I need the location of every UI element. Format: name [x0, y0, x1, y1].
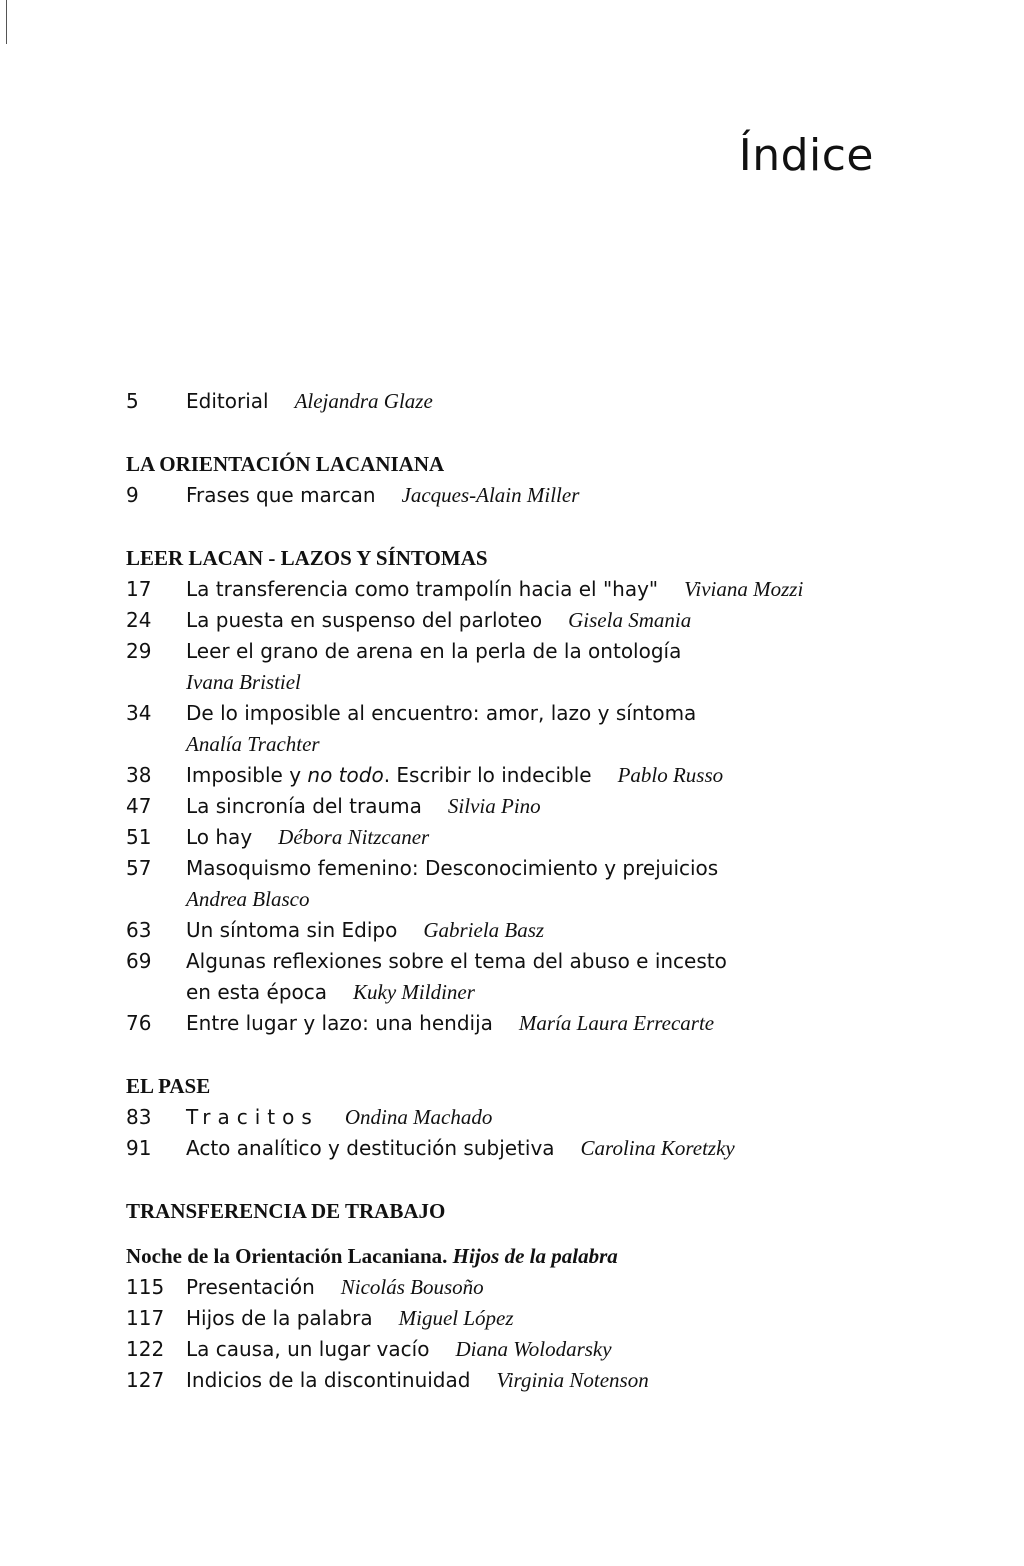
page-number: 69: [126, 949, 152, 973]
page-number: 63: [126, 918, 152, 942]
section-heading: LA ORIENTACIÓN LACANIANA: [126, 452, 445, 476]
page-number: 117: [126, 1306, 165, 1330]
toc-entry: [126, 853, 906, 884]
entry-author: Miguel López: [398, 1306, 514, 1330]
toc-entry: [126, 760, 906, 791]
page-number: 29: [126, 639, 152, 663]
toc-entry: [126, 1365, 906, 1396]
page-number: 115: [126, 1275, 165, 1299]
toc-entry-continuation: [126, 667, 906, 698]
page-number: 34: [126, 701, 152, 725]
entry-author: Ivana Bristiel: [186, 670, 301, 694]
toc-entry: [126, 1133, 906, 1164]
section-heading: TRANSFERENCIA DE TRABAJO: [126, 1199, 446, 1223]
entry-title: De lo imposible al encuentro: amor, lazo y síntoma: [186, 701, 697, 725]
toc-entry: [126, 1102, 906, 1133]
toc-entry: [126, 946, 906, 977]
entry-title: Frases que marcan: [186, 483, 376, 507]
toc-entry: [126, 480, 906, 511]
subheading-text: Noche de la Orientación Lacaniana.: [126, 1244, 453, 1268]
entry-title: La puesta en suspenso del parloteo: [186, 608, 543, 632]
entry-author: Débora Nitzcaner: [278, 825, 430, 849]
entry-title: Un síntoma sin Edipo: [186, 918, 398, 942]
toc-entry: [126, 1008, 906, 1039]
page-number: 127: [126, 1368, 165, 1392]
toc-entry: [126, 822, 906, 853]
page-edge-mark: [6, 0, 7, 44]
entry-author: Gabriela Basz: [423, 918, 545, 942]
entry-title: Tracitos: [186, 1105, 319, 1129]
entry-title-italic: no todo: [307, 763, 384, 787]
entry-title: Editorial: [186, 389, 269, 413]
entry-title: Acto analítico y destitución subjetiva: [186, 1136, 555, 1160]
entry-title: Algunas reflexiones sobre el tema del abuso e incesto: [186, 949, 727, 973]
subheading-italic: Hijos de la palabra: [452, 1244, 618, 1268]
entry-title: Hijos de la palabra: [186, 1306, 373, 1330]
entry-title: Indicios de la discontinuidad: [186, 1368, 471, 1392]
entry-author: Analía Trachter: [186, 732, 320, 756]
toc-entry: [126, 636, 906, 667]
toc-entry: [126, 698, 906, 729]
entry-title: La causa, un lugar vacío: [186, 1337, 430, 1361]
entry-author: Jacques-Alain Miller: [401, 483, 580, 507]
entry-author: Diana Wolodarsky: [455, 1337, 612, 1361]
toc-entry: [126, 1303, 906, 1334]
toc-entry: [126, 1334, 906, 1365]
entry-author: Pablo Russo: [617, 763, 724, 787]
toc-entry: [126, 386, 906, 417]
entry-title-continuation: en esta época: [186, 980, 328, 1004]
toc-entry: [126, 574, 906, 605]
entry-author: Carolina Koretzky: [580, 1136, 735, 1160]
page-number: 9: [126, 483, 139, 507]
page-number: 5: [126, 389, 139, 413]
entry-author: Alejandra Glaze: [294, 389, 433, 413]
entry-title: La transferencia como trampolín hacia el "hay": [186, 577, 659, 601]
entry-author: Andrea Blasco: [186, 887, 310, 911]
section-heading: LEER LACAN - LAZOS Y SÍNTOMAS: [126, 546, 488, 570]
page-number: 17: [126, 577, 152, 601]
page-number: 122: [126, 1337, 165, 1361]
entry-author: Kuky Mildiner: [353, 980, 475, 1004]
page-number: 57: [126, 856, 152, 880]
page-number: 91: [126, 1136, 152, 1160]
toc-entry-continuation: [126, 884, 906, 915]
toc-entry: [126, 915, 906, 946]
entry-title: Leer el grano de arena en la perla de la ontología: [186, 639, 682, 663]
entry-author: María Laura Errecarte: [518, 1011, 715, 1035]
section-subheading: [126, 1241, 906, 1272]
entry-title: Presentación: [186, 1275, 315, 1299]
page-number: 51: [126, 825, 152, 849]
page-number: 76: [126, 1011, 152, 1035]
page-title: Índice: [738, 130, 874, 181]
entry-author: Silvia Pino: [447, 794, 541, 818]
table-of-contents: [126, 386, 906, 1396]
toc-entry-continuation: [126, 977, 906, 1008]
page-number: 47: [126, 794, 152, 818]
entry-author: Viviana Mozzi: [684, 577, 804, 601]
page-number: 83: [126, 1105, 152, 1129]
entry-author: Nicolás Bousoño: [340, 1275, 484, 1299]
page-number: 24: [126, 608, 152, 632]
page-number: 38: [126, 763, 152, 787]
entry-title: Entre lugar y lazo: una hendija: [186, 1011, 493, 1035]
toc-entry-continuation: [126, 729, 906, 760]
toc-entry: [126, 791, 906, 822]
entry-author: Virginia Notenson: [496, 1368, 649, 1392]
entry-title: La sincronía del trauma: [186, 794, 422, 818]
entry-title-part: Imposible y: [186, 763, 308, 787]
entry-title-part: . Escribir lo indecible: [383, 763, 592, 787]
entry-author: Gisela Smania: [568, 608, 692, 632]
toc-entry: [126, 1272, 906, 1303]
section-heading: EL PASE: [126, 1074, 211, 1098]
toc-entry: [126, 605, 906, 636]
entry-title: Lo hay: [186, 825, 253, 849]
entry-title: [186, 760, 592, 791]
entry-title: Masoquismo femenino: Desconocimiento y prejuicios: [186, 856, 719, 880]
entry-author: Ondina Machado: [344, 1105, 493, 1129]
